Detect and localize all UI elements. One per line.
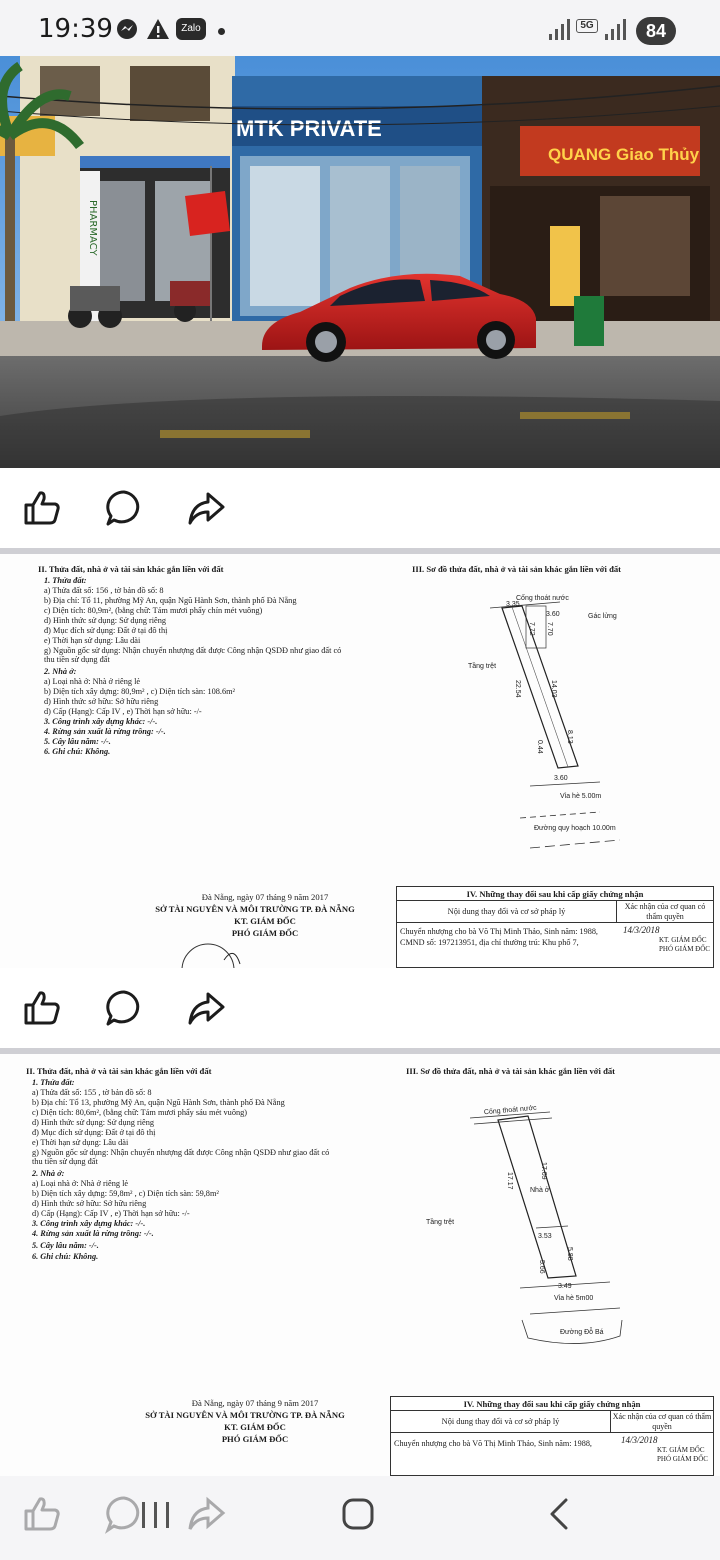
- post-action-bar: [0, 468, 720, 548]
- thumbs-up-icon[interactable]: [22, 988, 62, 1028]
- doc-line: đ) Mục đích sử dụng: Đất ở tại đô thị: [32, 1128, 156, 1137]
- doc-line: e) Thời hạn sử dụng: Lâu dài: [44, 636, 141, 645]
- doc-line: thu tiền sử dụng đất: [32, 1157, 98, 1166]
- ground-floor-label: Tầng trệt: [426, 1219, 455, 1226]
- doc-line: d) Hình thức sở hữu: Sở hữu riêng: [32, 1199, 147, 1208]
- signal-icon: [548, 18, 570, 42]
- doc-line: b) Địa chỉ: Tổ 13, phường Mỹ An, quận Ngũ Hành Sơn, thành phố Đà Nẵng: [32, 1098, 285, 1107]
- planned-road-label: Đường quy hoạch 10.00m: [534, 825, 616, 832]
- doc-line: d) Cấp (Hạng): Cấp IV , e) Thời hạn sở hữu: -/-: [32, 1209, 190, 1218]
- red-seal-icon: [174, 940, 244, 968]
- street-photo-illustration: [0, 56, 720, 468]
- doc-line: 1. Thửa đất:: [44, 576, 87, 585]
- stamp-date: 14/3/2018: [623, 925, 660, 935]
- stamp-date: 14/3/2018: [621, 1435, 658, 1445]
- dim-label: 5.88: [566, 1247, 573, 1261]
- changes-col-confirm: Xác nhận của cơ quan có thẩm quyền: [617, 901, 713, 923]
- share-icon[interactable]: [186, 1494, 226, 1534]
- dim-label: 8.13: [566, 730, 573, 744]
- home-icon[interactable]: [340, 1496, 376, 1532]
- planned-road-label: Đường Đỗ Bá: [560, 1329, 604, 1336]
- share-icon[interactable]: [186, 988, 226, 1028]
- doc-line: a) Thửa đất số: 155 , tờ bản đồ số: 8: [32, 1088, 152, 1097]
- doc-line: c) Diện tích: 80,9m², (bằng chữ: Tám mươi phẩy chín mét vuông): [44, 606, 263, 615]
- doc-line: d) Hình thức sở hữu: Sở hữu riêng: [44, 697, 159, 706]
- doc-line: d) Cấp (Hạng): Cấp IV , e) Thời hạn sở hữu: -/-: [44, 707, 202, 716]
- plot-diagram-1: [450, 586, 670, 846]
- changes-col-content: Nội dung thay đổi và cơ sở pháp lý: [391, 1411, 611, 1433]
- share-icon[interactable]: [186, 488, 226, 528]
- stamp-title: KT. GIÁM ĐỐC: [657, 1446, 705, 1454]
- doc-line: b) Diện tích xây dựng: 80,9m² , c) Diện tích sàn: 108.6m²: [44, 687, 236, 696]
- changes-col-confirm: Xác nhận của cơ quan có thẩm quyền: [612, 1412, 712, 1431]
- network-badge: 5G: [576, 19, 598, 33]
- dot-icon: [218, 28, 225, 35]
- sidewalk-label: Vỉa hè 5m00: [554, 1295, 594, 1302]
- road-top-label: Cống thoát nước: [516, 595, 569, 602]
- warning-icon: [146, 18, 170, 40]
- signal-2-icon: [604, 18, 626, 42]
- dim-label: 0.44: [536, 740, 543, 754]
- comment-icon[interactable]: [104, 988, 144, 1028]
- separator: [0, 1048, 720, 1054]
- doc-line: 3. Công trình xây dựng khác: -/-.: [44, 717, 158, 726]
- dim-label: 7.72: [528, 622, 535, 636]
- doc-line: đ) Mục đích sử dụng: Đất ở tại đô thị: [44, 626, 168, 635]
- doc-line: b) Địa chỉ: Tổ 11, phường Mỹ An, quận Ngũ Hành Sơn, thành phố Đà Nẵng: [44, 596, 297, 605]
- stamp-title-2: PHÓ GIÁM ĐỐC: [659, 945, 710, 953]
- doc-line: 2. Nhà ở:: [32, 1169, 65, 1178]
- dim-label: 22.54: [514, 680, 521, 698]
- recents-icon[interactable]: [138, 1498, 174, 1532]
- system-nav-bar: [0, 1476, 720, 1560]
- clock: 19:39: [38, 14, 113, 44]
- doc-line: e) Thời hạn sử dụng: Lâu dài: [32, 1138, 129, 1147]
- dim-label: 5.66: [538, 1260, 545, 1274]
- signature-agency: SỞ TÀI NGUYÊN VÀ MÔI TRƯỜNG TP. ĐÀ NẴNG: [155, 904, 355, 914]
- messenger-icon: [116, 18, 138, 40]
- doc-line: c) Diện tích: 80,6m², (bằng chữ: Tám mươi phẩy sáu mét vuông): [32, 1108, 248, 1117]
- status-bar: [0, 0, 720, 56]
- doc-line: 4. Rừng sản xuất là rừng trồng: -/-.: [44, 727, 166, 736]
- section-iii-heading: III. Sơ đồ thửa đất, nhà ở và tài sản khác gắn liền với đất: [412, 564, 622, 574]
- changes-col-content: Nội dung thay đổi và cơ sở pháp lý: [397, 901, 617, 923]
- svg-text:PHARMACY: PHARMACY: [87, 200, 98, 256]
- house-label: Nhà ở: [530, 1187, 550, 1194]
- doc-line: 6. Ghi chú: Không.: [44, 747, 111, 756]
- land-certificate-2[interactable]: [0, 1048, 720, 1476]
- dim-label: 7.70: [546, 622, 553, 636]
- doc-line: a) Loại nhà ở: Nhà ở riêng lẻ: [44, 677, 141, 686]
- signature-date: Đà Nẵng, ngày 07 tháng 9 năm 2017: [201, 892, 329, 902]
- signature-title-2: PHÓ GIÁM ĐỐC: [221, 1434, 289, 1444]
- doc-line: g) Nguồn gốc sử dụng: Nhận chuyển nhượng đất được Công nhận QSDĐ như giao đất có: [44, 646, 342, 655]
- doc-line: 2. Nhà ở:: [44, 667, 77, 676]
- signature-date: Đà Nẵng, ngày 07 tháng 9 năm 2017: [191, 1398, 319, 1408]
- changes-row: Chuyển nhượng cho bà Võ Thị Minh Thảo, Sinh năm: 1988,: [400, 927, 598, 936]
- changes-row: CMND số: 197213951, địa chỉ thường trú: Khu phố 7,: [400, 938, 579, 947]
- changes-table: [396, 886, 714, 968]
- doc-line: 3. Công trình xây dựng khác: -/-.: [32, 1219, 146, 1228]
- thumbs-up-icon[interactable]: [22, 1494, 62, 1534]
- signature-agency: SỞ TÀI NGUYÊN VÀ MÔI TRƯỜNG TP. ĐÀ NẴNG: [145, 1410, 345, 1420]
- sidewalk-label: Vỉa hè 5.00m: [560, 793, 602, 800]
- mezzanine-label: Gác lửng: [588, 613, 617, 620]
- changes-row: Chuyển nhượng cho bà Võ Thị Minh Thảo, Sinh năm: 1988,: [394, 1439, 592, 1448]
- doc-line: 4. Rừng sản xuất là rừng trồng: -/-.: [32, 1229, 154, 1238]
- thumbs-up-icon[interactable]: [22, 488, 62, 528]
- doc-line: 5. Cây lâu năm: -/-.: [44, 737, 111, 746]
- land-certificate-1[interactable]: [0, 548, 720, 968]
- changes-heading: IV. Những thay đổi sau khi cấp giấy chứng nhận: [391, 1397, 713, 1411]
- post-photo[interactable]: [0, 56, 720, 468]
- signature-title-2: PHÓ GIÁM ĐỐC: [231, 928, 299, 938]
- svg-text:QUANG Giao Thủy: QUANG Giao Thủy: [548, 145, 700, 164]
- back-icon[interactable]: [544, 1496, 574, 1532]
- separator: [0, 548, 720, 554]
- doc-line: 1. Thửa đất:: [32, 1078, 75, 1087]
- post-action-bar: [0, 968, 720, 1048]
- dim-label: 3.35: [506, 601, 520, 608]
- doc-line: a) Thửa đất số: 156 , tờ bản đồ số: 8: [44, 586, 164, 595]
- doc-line: g) Nguồn gốc sử dụng: Nhận chuyển nhượng đất được Công nhận QSDĐ như giao đất có: [32, 1148, 330, 1157]
- section-iii-heading: III. Sơ đồ thửa đất, nhà ở và tài sản khác gắn liền với đất: [406, 1066, 616, 1076]
- dim-label: 17.17: [506, 1172, 513, 1190]
- stamp-title: KT. GIÁM ĐỐC: [659, 936, 707, 944]
- battery-indicator: 84: [636, 17, 676, 45]
- comment-icon[interactable]: [104, 488, 144, 528]
- zalo-icon: Zalo: [176, 18, 206, 40]
- changes-table: [390, 1396, 714, 1476]
- road-top-label: Cống thoát nước: [483, 1104, 537, 1117]
- dim-label: 17.09: [540, 1162, 547, 1180]
- store-sign: MTK PRIVATE: [236, 116, 382, 141]
- doc-line: thu tiền sử dụng đất: [44, 655, 110, 664]
- doc-line: d) Hình thức sử dụng: Sử dụng riêng: [32, 1118, 155, 1127]
- dim-label: 14.03: [550, 680, 557, 698]
- doc-line: 5. Cây lâu năm: -/-.: [32, 1241, 99, 1250]
- doc-line: 6. Ghi chú: Không.: [32, 1252, 99, 1261]
- dim-label: 3.60: [546, 611, 560, 618]
- section-ii-heading: II. Thửa đất, nhà ở và tài sản khác gắn liền với đất: [38, 564, 224, 574]
- stamp-title-2: PHÓ GIÁM ĐỐC: [657, 1455, 708, 1463]
- signature-title: KT. GIÁM ĐỐC: [234, 916, 296, 926]
- dim-label: 3.49: [558, 1283, 572, 1290]
- signature-title: KT. GIÁM ĐỐC: [224, 1422, 286, 1432]
- section-ii-heading: II. Thửa đất, nhà ở và tài sản khác gắn liền với đất: [26, 1066, 212, 1076]
- doc-line: a) Loại nhà ở: Nhà ở riêng lẻ: [32, 1179, 129, 1188]
- plot-diagram-2: [426, 1088, 660, 1358]
- doc-line: d) Hình thức sử dụng: Sử dụng riêng: [44, 616, 167, 625]
- dim-label: 3.60: [554, 775, 568, 782]
- changes-heading: IV. Những thay đổi sau khi cấp giấy chứng nhận: [397, 887, 713, 901]
- ground-floor-label: Tầng trệt: [468, 663, 497, 670]
- dim-label: 3.53: [538, 1233, 552, 1240]
- doc-line: b) Diện tích xây dựng: 59,8m² , c) Diện tích sàn: 59,8m²: [32, 1189, 219, 1198]
